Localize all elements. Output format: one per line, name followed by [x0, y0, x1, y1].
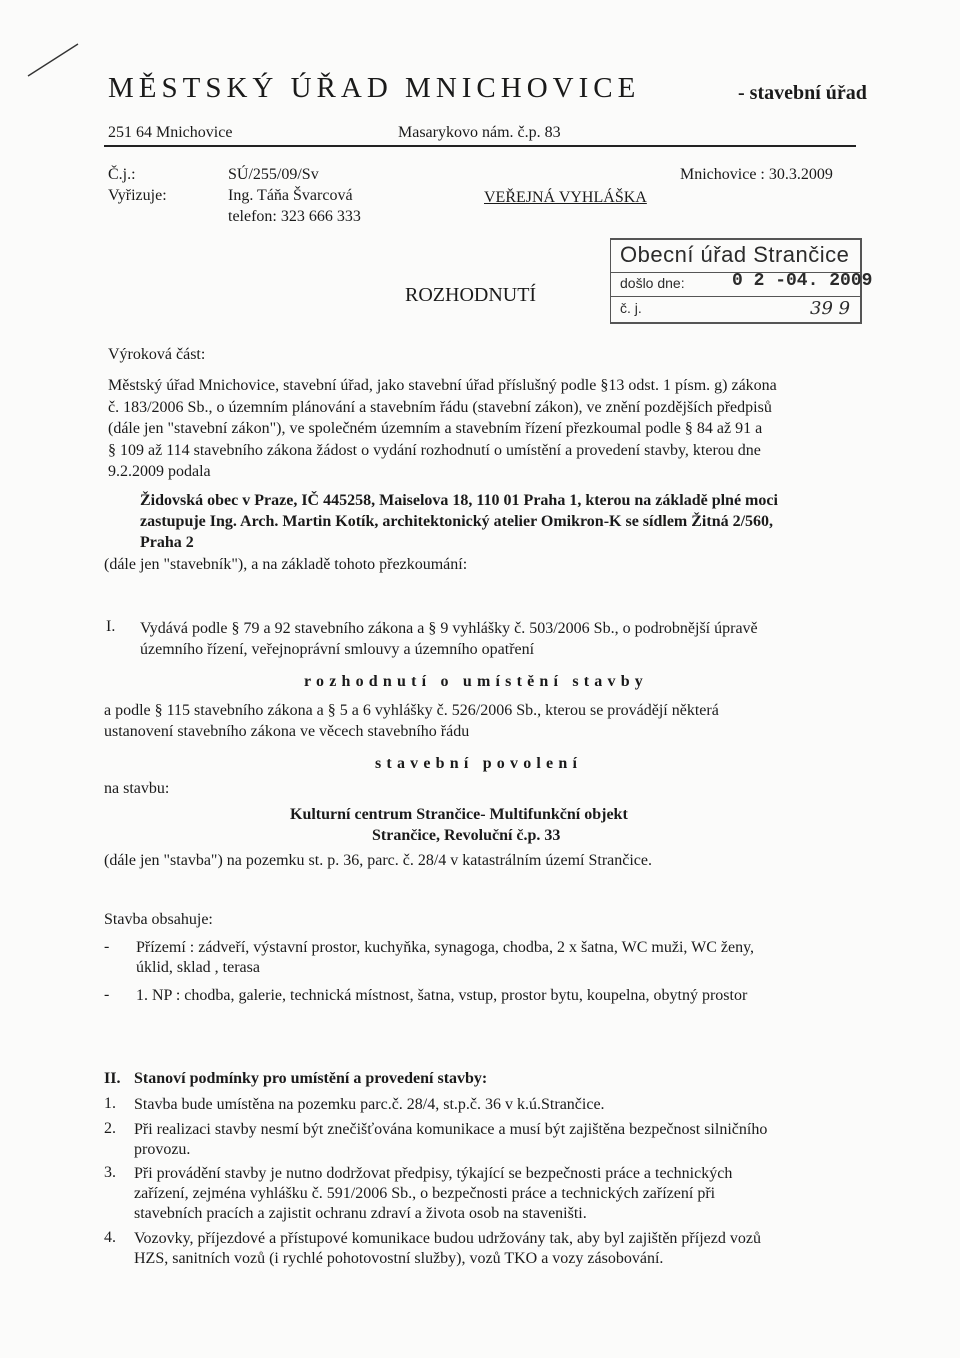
header-divider	[104, 145, 856, 147]
list-item-line: 1. NP : chodba, galerie, technická místnost, šatna, vstup, prostor bytu, koupelna, obytný prostor	[136, 987, 748, 1004]
stamp-ref-label: č. j.	[620, 300, 642, 316]
place-and-date: Mnichovice : 30.3.2009	[680, 166, 833, 183]
building-name: Kulturní centrum Strančice- Multifunkční objekt	[290, 806, 628, 823]
reference-label: Č.j.:	[108, 166, 136, 183]
section-1-text	[140, 618, 758, 660]
list-bullet: -	[104, 938, 110, 955]
applicant-line: Praha 2	[140, 534, 194, 551]
stamp-received-label: došlo dne:	[620, 275, 685, 291]
decision-title: ROZHODNUTÍ	[405, 284, 537, 306]
building-definition: (dále jen "stavba") na pozemku st. p. 36, parc. č. 28/4 v katastrálním území Strančice.	[104, 852, 652, 869]
applicant-line: zastupuje Ing. Arch. Martin Kotík, architektonický atelier Omikron-K se sídlem Žitná 2/560,	[140, 513, 774, 530]
intro-line: 9.2.2009 podala	[108, 463, 211, 480]
condition-line: Při realizaci stavby nesmí být znečišťována komunikace a musí být zajištěna bezpečnost silničního	[134, 1121, 768, 1138]
section-1-number: I.	[106, 618, 116, 635]
intro-line: § 109 až 114 stavebního zákona žádost o vydání rozhodnutí o umístění a provedení stavby, kterou dne	[108, 441, 761, 459]
handler-name: Ing. Táňa Švarcová	[228, 187, 353, 204]
condition-text	[134, 1120, 767, 1160]
department-label: - stavební úřad	[738, 82, 867, 104]
condition-line: Stavba bude umístěna na pozemku parc.č. 28/4, st.p.č. 36 v k.ú.Strančice.	[134, 1096, 605, 1113]
condition-line: zařízení, zejména vyhlášku č. 591/2006 Sb., o bezpečnosti práce a technických zařízení při	[134, 1185, 716, 1202]
office-address: 251 64 Mnichovice	[108, 124, 233, 141]
section-2-number: II.	[104, 1070, 121, 1087]
builder-definition: (dále jen "stavebník"), a na základě tohoto přezkoumání:	[104, 556, 468, 573]
received-stamp	[610, 238, 873, 324]
condition-line: HZS, sanitních vozů (i rychlé pohotovostní služby), vozů TKO a vozy zásobování.	[134, 1250, 664, 1267]
verdict-label: Výroková část:	[108, 346, 206, 363]
applicant-block	[140, 490, 856, 553]
list-item-line: úklid, sklad , terasa	[136, 959, 260, 976]
condition-line: provozu.	[134, 1141, 191, 1158]
reference-number: SÚ/255/09/Sv	[228, 166, 319, 183]
for-building-label: na stavbu:	[104, 780, 170, 797]
handler-label: Vyřizuje:	[108, 187, 167, 204]
building-permit-heading: stavební povolení	[375, 755, 583, 772]
condition-line: Vozovky, příjezdové a přístupové komunikace budou udržovány tak, aby byl zajištěn příjezd vozů	[134, 1230, 761, 1247]
section-2-title: Stanoví podmínky pro umístění a provedení stavby:	[134, 1070, 488, 1087]
stamp-office-name: Obecní úřad Strančice	[620, 242, 850, 267]
intro-line: (dále jen "stavební zákon"), ve společném územním a stavebním řízení přezkoumal podle § 84 až 91 a	[108, 420, 763, 437]
section-115-paragraph	[104, 700, 856, 742]
intro-paragraph	[108, 375, 856, 483]
public-notice-heading: VEŘEJNÁ VYHLÁŠKA	[484, 189, 647, 206]
office-title: MĚSTSKÝ ÚŘAD MNICHOVICE	[108, 72, 641, 104]
condition-number: 4.	[104, 1229, 116, 1246]
placement-decision-heading: rozhodnutí o umístění stavby	[304, 673, 649, 690]
stamp-ref-number: 39 9	[810, 298, 851, 319]
condition-number: 2.	[104, 1120, 116, 1137]
building-address: Strančice, Revoluční č.p. 33	[372, 827, 561, 844]
intro-line: Městský úřad Mnichovice, stavební úřad, jako stavební úřad příslušný podle §13 odst. 1 písm. g) zákona	[108, 377, 777, 394]
condition-text	[134, 1095, 605, 1115]
stamp-received-date: 0 2 -04. 2009	[732, 271, 873, 291]
office-street: Masarykovo nám. č.p. 83	[398, 124, 561, 141]
applicant-line: Židovská obec v Praze, IČ 445258, Maiselova 18, 110 01 Praha 1, kterou na základě plné moci	[140, 492, 778, 509]
condition-text	[134, 1229, 761, 1269]
pen-stroke-mark	[24, 40, 84, 80]
list-item	[136, 938, 754, 978]
section-115-line: a podle § 115 stavebního zákona a § 5 a 6 vyhlášky č. 526/2006 Sb., kterou se provádějí některá	[104, 702, 719, 719]
condition-number: 3.	[104, 1164, 116, 1181]
section-1-line: územního řízení, veřejnoprávní smlouvy a územního opatření	[140, 641, 535, 658]
condition-line: Při provádění stavby je nutno dodržovat předpisy, týkající se bezpečnosti práce a technických	[134, 1165, 733, 1182]
list-item-line: Přízemí : zádveří, výstavní prostor, kuchyňka, synagoga, chodba, 2 x šatna, WC muži, WC ženy,	[136, 939, 755, 956]
handler-phone: telefon: 323 666 333	[228, 208, 361, 225]
contents-label: Stavba obsahuje:	[104, 911, 213, 928]
intro-line: č. 183/2006 Sb., o územním plánování a stavebním řádu (stavební zákon), ve znění pozdějších předpisů	[108, 398, 772, 416]
condition-line: stavebních pracích a zajistit ochranu zdraví a života osob na staveništi.	[134, 1205, 587, 1222]
condition-text	[134, 1164, 732, 1224]
condition-number: 1.	[104, 1095, 116, 1112]
list-bullet: -	[104, 986, 110, 1003]
section-1-line: Vydává podle § 79 a 92 stavebního zákona a § 9 vyhlášky č. 503/2006 Sb., o podrobnější úpravě	[140, 620, 758, 637]
list-item	[136, 986, 747, 1006]
section-115-line: ustanovení stavebního zákona ve věcech stavebního řádu	[104, 723, 470, 740]
